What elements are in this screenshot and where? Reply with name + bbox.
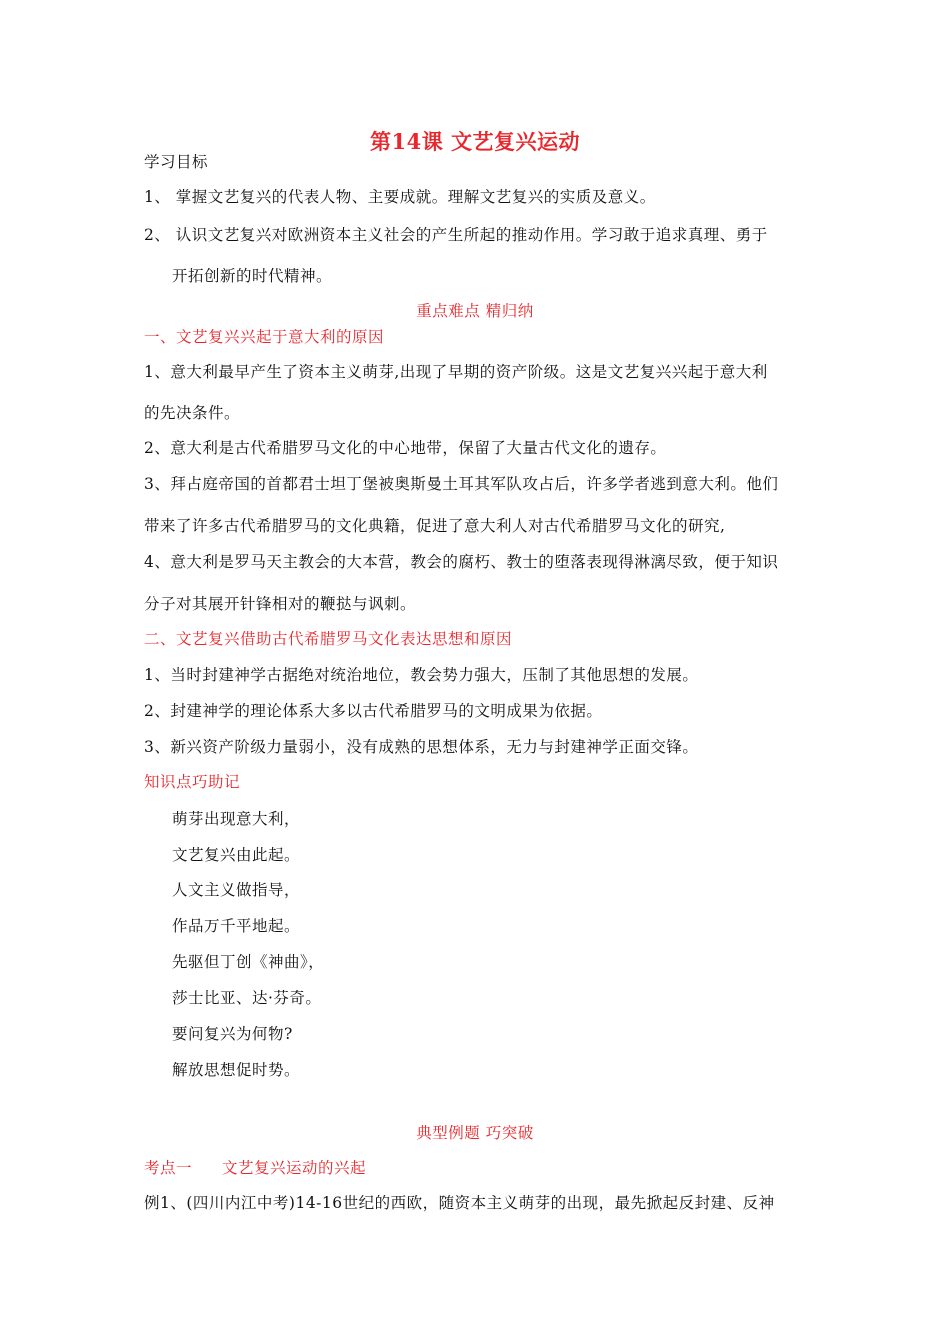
- example-1-text: 例1、(四川内江中考)14-16世纪的西欧，随资本主义萌芽的出现，最先掀起反封建、反神: [144, 1194, 775, 1212]
- mnemonic-line-1: 萌芽出现意大利，: [172, 810, 301, 828]
- objective-item-1: 1、 掌握文艺复兴的代表人物、主要成就。理解文艺复兴的实质及意义。: [144, 188, 656, 206]
- section2-heading: 二、文艺复兴借助古代希腊罗马文化表达思想和原因: [144, 630, 513, 648]
- section2-line-2: 2、封建神学的理论体系大多以古代希腊罗马的文明成果为依据。: [144, 702, 603, 720]
- mnemonic-line-4: 作品万千平地起。: [172, 917, 301, 935]
- exam-point-heading: [144, 1158, 366, 1178]
- section1-line-4: 3、拜占庭帝国的首都君士坦丁堡被奥斯曼土耳其军队攻占后，许多学者逃到意大利。他们: [144, 475, 779, 493]
- exam-point-title: 文艺复兴运动的兴起: [222, 1159, 367, 1177]
- examples-heading: 典型例题 巧突破: [416, 1124, 534, 1142]
- section1-line-6: 4、意大利是罗马天主教会的大本营，教会的腐朽、教士的堕落表现得淋漓尽致，便于知识: [144, 553, 779, 571]
- mnemonic-line-3: 人文主义做指导，: [172, 881, 301, 899]
- section1-line-1: 1、意大利最早产生了资本主义萌芽,出现了早期的资产阶级。这是文艺复兴兴起于意大利: [144, 363, 768, 381]
- section2-line-1: 1、当时封建神学古据绝对统治地位，教会势力强大，压制了其他思想的发展。: [144, 666, 699, 684]
- objectives-heading: 学习目标: [144, 153, 209, 171]
- section1-line-3: 2、意大利是古代希腊罗马文化的中心地带，保留了大量古代文化的遗存。: [144, 439, 667, 457]
- section1-line-7: 分子对其展开针锋相对的鞭挞与讽刺。: [144, 595, 417, 613]
- section2-line-3: 3、新兴资产阶级力量弱小，没有成熟的思想体系，无力与封建神学正面交锋。: [144, 738, 699, 756]
- mnemonic-line-2: 文艺复兴由此起。: [172, 846, 301, 864]
- mnemonic-line-8: 解放思想促时势。: [172, 1061, 301, 1079]
- mnemonic-line-6: 莎士比亚、达·芬奇。: [172, 989, 322, 1007]
- key-points-heading: 重点难点 精归纳: [416, 302, 534, 320]
- mnemonic-line-5: 先驱但丁创《神曲》，: [172, 953, 325, 971]
- mnemonic-heading: 知识点巧助记: [144, 773, 241, 791]
- section1-heading: 一、文艺复兴兴起于意大利的原因: [144, 328, 385, 346]
- section1-line-5: 带来了许多古代希腊罗马的文化典籍，促进了意大利人对古代希腊罗马文化的研究,: [144, 517, 726, 535]
- page-title: 第14课 文艺复兴运动: [369, 129, 581, 154]
- exam-point-label: 考点一: [144, 1159, 193, 1177]
- section1-line-2: 的先决条件。: [144, 404, 241, 422]
- objective-item-2: 2、 认识文艺复兴对欧洲资本主义社会的产生所起的推动作用。学习敢于追求真理、勇于: [144, 226, 768, 244]
- objective-item-2-continued: 开拓创新的时代精神。: [172, 267, 333, 285]
- mnemonic-line-7: 要问复兴为何物?: [172, 1025, 293, 1043]
